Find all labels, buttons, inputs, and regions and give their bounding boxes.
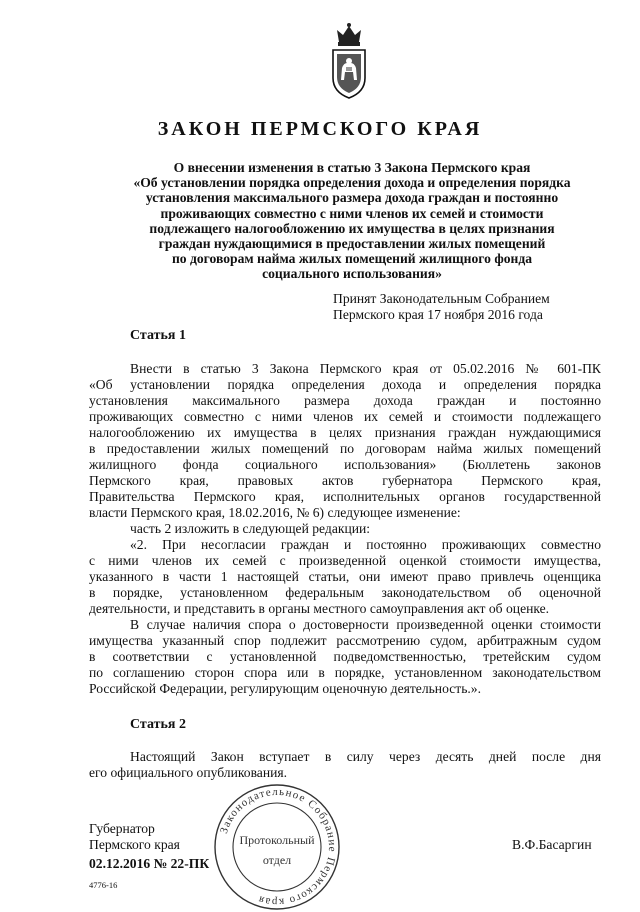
document-id: 4776-16 <box>89 880 118 890</box>
subtitle-line: социального использования» <box>262 266 442 282</box>
law-number: 02.12.2016 № 22-ПК <box>89 856 210 871</box>
governor-title-line: Губернатор <box>89 821 155 836</box>
svg-text:Законодательное Собрание Пермс <box>218 786 338 908</box>
stamp-inner-text: Протокольный <box>239 833 315 847</box>
adoption-line: Принят Законодательным Собранием <box>333 291 550 306</box>
article-1-line: жилищного фонда социального использования» (Бюллетень законов <box>89 457 601 472</box>
article-1-line: власти Пермского края, 18.02.2016, № 6) следующее изменение: <box>89 505 461 520</box>
article-1-line: с ними членов их семей с произведенной оценкой стоимости имущества, <box>89 553 601 568</box>
subtitle-line: подлежащего налогообложению их имущества в целях признания <box>149 220 555 236</box>
article-1-heading: Статья 1 <box>130 328 186 343</box>
article-1-line: установления максимального размера дохода граждан и постоянно <box>89 393 601 408</box>
article-1-line: В случае наличия спора о достоверности произведенной оценки стоимости <box>130 617 601 632</box>
article-2-heading: Статья 2 <box>130 717 186 732</box>
governor-title <box>89 821 180 852</box>
law-subtitle <box>104 160 600 282</box>
governor-title-line: Пермского края <box>89 836 180 852</box>
article-1-line: «Об установлении порядка определения дохода и определения порядка <box>89 377 601 392</box>
coat-of-arms-icon <box>327 22 371 100</box>
article-1-line: указанного в части 1 настоящей статьи, они имеют право привлечь оценщика <box>89 569 601 584</box>
article-2-line: Настоящий Закон вступает в силу через десять дней после дня <box>130 749 601 764</box>
article-2-line: его официального опубликования. <box>89 765 288 780</box>
article-1-line: имущества указанный спор подлежит рассмотрению судом, арбитражным судом <box>89 633 601 648</box>
article-1-line: по соглашению сторон спора или в порядке, установленном законодательством <box>89 665 601 680</box>
subtitle-line: по договорам найма жилых помещений жилищного фонда <box>171 251 533 267</box>
article-1-line: часть 2 изложить в следующей редакции: <box>130 521 371 536</box>
article-1-line: в порядке, установленном федеральным законодательством об оценочной <box>89 585 601 600</box>
subtitle-line: граждан нуждающимися в предоставлении жилых помещений <box>158 236 546 252</box>
article-1-line: Внести в статью 3 Закона Пермского края от 05.02.2016 № 601-ПК <box>130 361 601 376</box>
stamp-inner-text: отдел <box>262 853 292 867</box>
subtitle-line: «Об установлении порядка определения дохода и определения порядка <box>133 175 571 191</box>
article-1-line: в предоставлении жилых помещений по договорам найма жилых помещений <box>89 441 601 456</box>
official-stamp <box>212 782 342 912</box>
stamp-ring-text: Законодательное Собрание Пермского края <box>217 785 339 909</box>
article-1-line: налогообложению их имущества в целях признания граждан нуждающимися <box>89 425 601 440</box>
signer-name: В.Ф.Басаргин <box>512 837 592 852</box>
adoption-line: Пермского края 17 ноября 2016 года <box>333 306 543 322</box>
article-1-line: деятельности, и представить в органы местного самоуправления акт об оценке. <box>89 601 550 616</box>
article-1-line: Правительства Пермского края, исполнительных органов государственной <box>89 489 601 504</box>
article-1-line: Пермского края, правовых актов губернатора Пермского края, <box>89 473 601 488</box>
article-1-line: проживающих совместно с ними членов их семей и стоимости подлежащего <box>89 409 601 424</box>
article-1-line: Российской Федерации, регулирующим оценочную деятельность.». <box>89 681 481 696</box>
document-title: ЗАКОН ПЕРМСКОГО КРАЯ <box>157 118 483 140</box>
subtitle-line: проживающих совместно с ними членов их семей и стоимости <box>160 205 544 221</box>
article-1-line: в соответствии с установленной подведомственностью, третейским судом <box>89 649 601 664</box>
article-1-line: «2. При несогласии граждан и постоянно проживающих совместно <box>130 537 601 552</box>
subtitle-line: О внесении изменения в статью 3 Закона Пермского края <box>173 160 531 175</box>
subtitle-line: установления максимального размера дохода граждан и постоянно <box>145 190 559 206</box>
adoption-note <box>333 291 550 322</box>
